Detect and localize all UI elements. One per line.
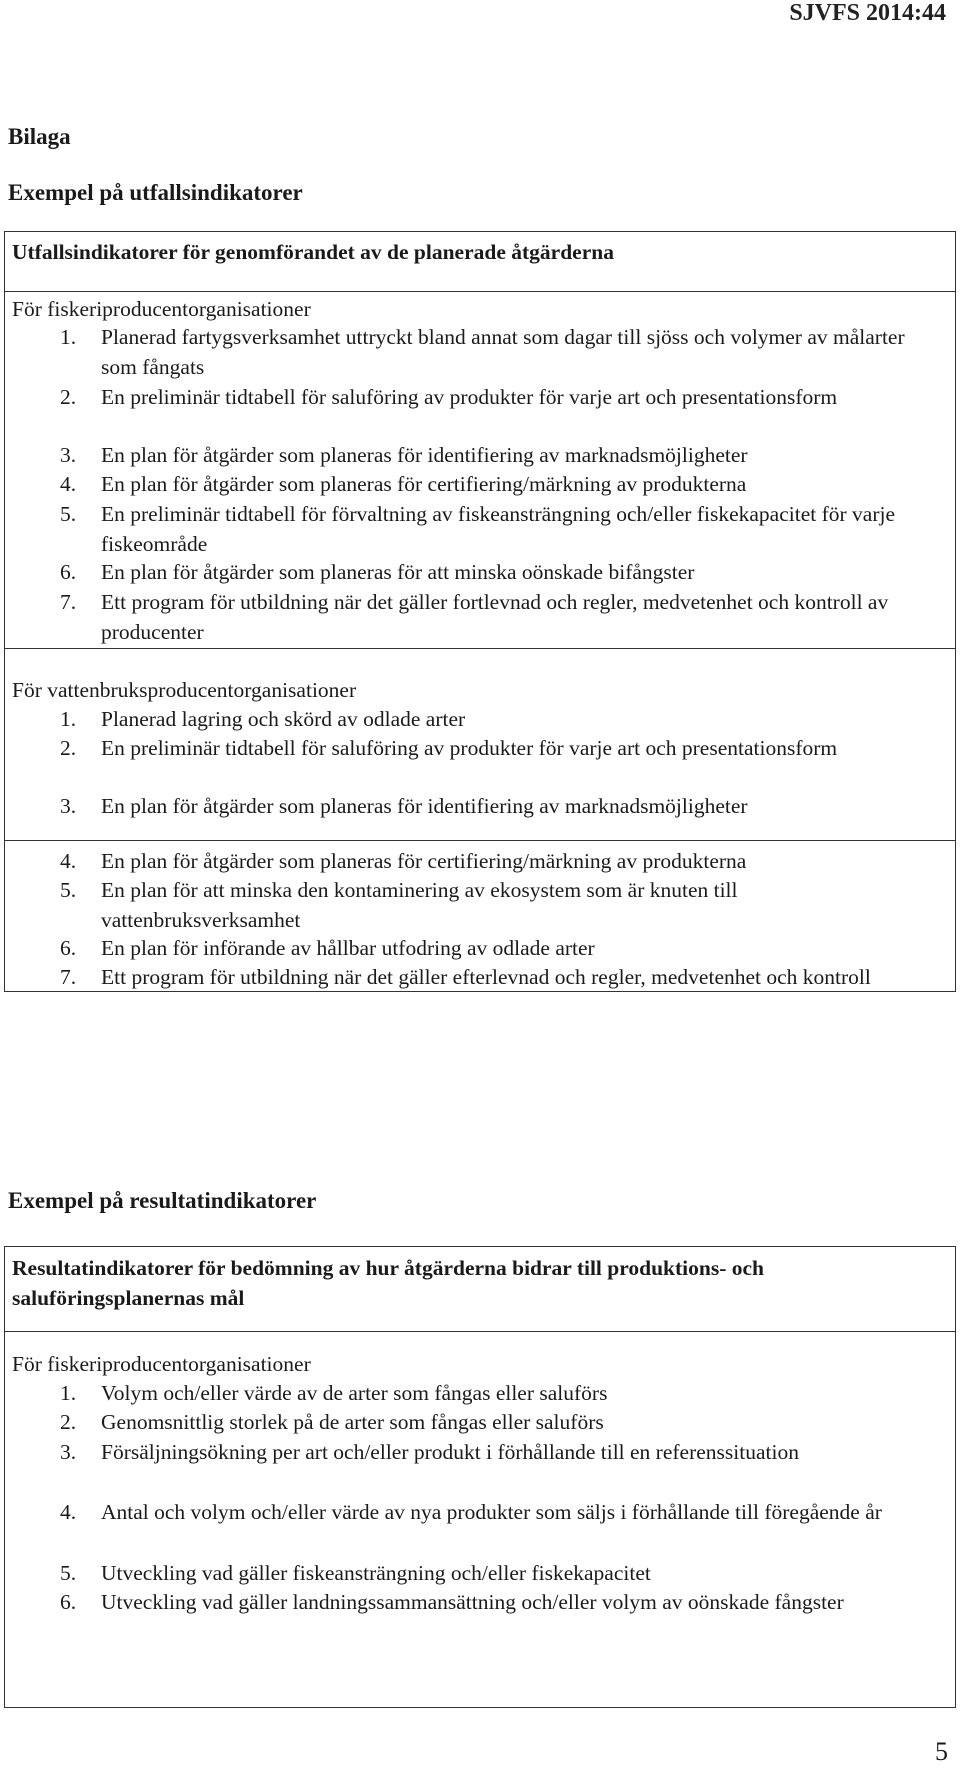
item-text: Ett program för utbildning när det gäller fortlevnad och regler, medvetenhet och kontroll av producenter — [101, 590, 889, 644]
item-text: Planerad lagring och skörd av odlade arter — [101, 707, 466, 731]
list-item — [60, 1378, 940, 1408]
list-item — [60, 1437, 940, 1467]
result-table-title: Resultatindikatorer för bedömning av hur åtgärderna bidrar till produktions- och saluföringsplanernas mål — [12, 1256, 764, 1310]
item-text: Planerad fartygsverksamhet uttryckt bland annat som dagar till sjöss och volymer av målarter som fångats — [101, 325, 905, 379]
list-item — [60, 499, 940, 559]
item-text: Ett program för utbildning när det gäller efterlevnad och regler, medvetenhet och kontroll — [101, 965, 871, 989]
item-text: En preliminär tidtabell för saluföring av produkter för varje art och presentationsform — [101, 736, 838, 760]
item-text: En plan för införande av hållbar utfodring av odlade arter — [101, 936, 595, 960]
item-text: En plan för åtgärder som planeras för identifiering av marknadsmöjligheter — [101, 443, 748, 467]
item-text: En plan för åtgärder som planeras för certifiering/märkning av produkterna — [101, 849, 747, 873]
aqua-group-label: För vattenbruksproducentorganisationer — [12, 678, 357, 702]
item-number: 6. — [60, 1590, 77, 1614]
result-table — [4, 1246, 956, 1708]
page-number: 5 — [935, 1737, 948, 1766]
list-item — [60, 587, 940, 647]
list-item — [60, 933, 940, 963]
item-text: Utveckling vad gäller fiskeansträngning och/eller fiskekapacitet — [101, 1561, 651, 1585]
item-text: En preliminär tidtabell för förvaltning av fiskeansträngning och/eller fiskekapacitet för varje fiskeområde — [101, 502, 896, 556]
item-text: En preliminär tidtabell för saluföring av produkter för varje art och presentationsform — [101, 385, 838, 409]
outcome-table-title: Utfallsindikatorer för genomförandet av de planerade åtgärderna — [12, 240, 614, 264]
item-number: 6. — [60, 560, 77, 584]
fish-group-label: För fiskeriproducentorganisationer — [12, 297, 311, 321]
item-number: 5. — [60, 878, 77, 902]
list-item — [60, 469, 940, 499]
fish-group-label: För fiskeriproducentorganisationer — [12, 1352, 311, 1376]
item-number: 4. — [60, 472, 77, 496]
item-text: Antal och volym och/eller värde av nya produkter som säljs i förhållande till föregående år — [101, 1500, 882, 1524]
page-header-code: SJVFS 2014:44 — [789, 0, 946, 26]
item-number: 1. — [60, 707, 77, 731]
list-item — [60, 440, 940, 470]
appendix-label: Bilaga — [8, 124, 71, 149]
item-number: 3. — [60, 794, 77, 818]
list-item — [60, 382, 940, 412]
list-item — [60, 733, 940, 763]
outcome-table — [4, 231, 956, 992]
item-number: 7. — [60, 590, 77, 614]
list-item — [60, 322, 940, 382]
item-text: Volym och/eller värde av de arter som fångas eller saluförs — [101, 1381, 608, 1405]
item-text: En plan för att minska den kontaminering av ekosystem som är knuten till vattenbruksverksamhet — [101, 878, 738, 932]
list-item — [60, 1407, 940, 1437]
item-text: En plan för åtgärder som planeras för identifiering av marknadsmöjligheter — [101, 794, 748, 818]
item-number: 1. — [60, 1381, 77, 1405]
list-item — [60, 704, 940, 734]
result-heading: Exempel på resultatindikatorer — [8, 1188, 317, 1213]
item-text: En plan för åtgärder som planeras för att minska oönskade bifångster — [101, 560, 695, 584]
item-number: 2. — [60, 385, 77, 409]
item-number: 7. — [60, 965, 77, 989]
list-item — [60, 791, 940, 821]
list-item — [60, 557, 940, 587]
table-separator — [5, 291, 955, 292]
item-number: 5. — [60, 1561, 77, 1585]
item-number: 1. — [60, 325, 77, 349]
item-number: 2. — [60, 1410, 77, 1434]
table-separator — [5, 840, 955, 841]
item-number: 4. — [60, 1500, 77, 1524]
item-number: 3. — [60, 443, 77, 467]
item-text: Försäljningsökning per art och/eller produkt i förhållande till en referenssituation — [101, 1440, 799, 1464]
item-number: 6. — [60, 936, 77, 960]
item-number: 2. — [60, 736, 77, 760]
list-item — [60, 1587, 940, 1617]
list-item — [60, 962, 940, 992]
item-number: 5. — [60, 502, 77, 526]
table-separator — [5, 648, 955, 649]
list-item — [60, 875, 940, 935]
item-text: Utveckling vad gäller landningssammansättning och/eller volym av oönskade fångster — [101, 1590, 844, 1614]
item-text: Genomsnittlig storlek på de arter som fångas eller saluförs — [101, 1410, 604, 1434]
table-separator — [5, 1331, 955, 1332]
item-number: 3. — [60, 1440, 77, 1464]
item-text: En plan för åtgärder som planeras för certifiering/märkning av produkterna — [101, 472, 747, 496]
outcome-heading: Exempel på utfallsindikatorer — [8, 180, 303, 205]
list-item — [60, 846, 940, 876]
list-item — [60, 1497, 940, 1527]
list-item — [60, 1558, 940, 1588]
item-number: 4. — [60, 849, 77, 873]
